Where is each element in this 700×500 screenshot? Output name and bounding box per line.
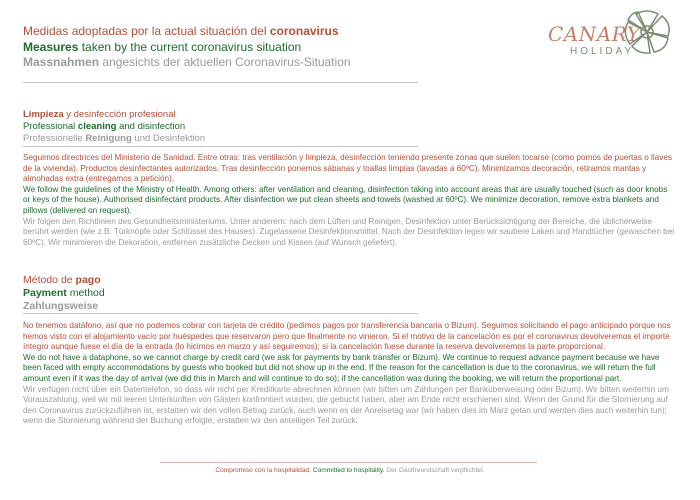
title-german bbox=[23, 55, 503, 71]
payment-text-de: Wir verfügen nicht über ein Datentelefon, so dass wir nicht per Kreditkarte abrechnen können (wir bitten um Zahlungen per Banküberweisung oder Bizum). Wir bitten weiterhin um Vorauszahlung, weil wir mit leeren Unterkünften von Gästen konfrontiert wurden, die gebucht haben, aber am Ende nicht erschienen sind. Wenn der Grund für die Stornierung auf den Coronavirus zurückzuführen ist, erstatten wir den vollen Betrag zurück, auch wenn es der Anreisetag war (wir haben dies im März getan und werden dies auch weiterhin tun); wenn die Stornierung während der Buchung erfolgte, erstatten wir den anteiligen Teil zurück. bbox=[23, 384, 669, 426]
payment-de-bold: Zahlungsweise bbox=[23, 300, 99, 312]
cleaning-text-en: We follow the guidelines of the Ministry of Health. Among others: after ventilation and cleaning, disinfection taking into account areas that are usually touched (such as door knobs or keys of the house). Authorised disinfectant products. After disinfection we put clean sheets and towels (washed at 60ºC). We minimize decoration, remove extra blankets and pillows (delivered on request). bbox=[23, 184, 668, 215]
footer-es: Compromiso con la hospitalidad. bbox=[215, 467, 312, 474]
title-block bbox=[23, 24, 503, 71]
title-de-bold: Massnahmen bbox=[23, 55, 100, 69]
canary-holiday-logo bbox=[548, 8, 678, 66]
title-es-word: Medidas bbox=[23, 24, 69, 38]
payment-en-rest: method bbox=[69, 287, 105, 299]
cleaning-de-pre: Professionelle bbox=[23, 133, 83, 144]
footer-de: Der Gastfreundschaft verpflichtet. bbox=[386, 467, 485, 474]
cleaning-text-de: Wir folgen den Richtlinien des Gesundheitsministeriums. Unter anderem: nach dem Lüften und Reinigen, Desinfektion unter Berücksichtigung der Bereiche, die üblicherweise berührt werden (wie z.B. Türknöpfe oder Schlüssel des Hauses). Zugelassene Desinfektionsmittel. Nach der Desinfektion legen wir saubere Laken und Handtücher (gewaschen bei 60ºC). Wir minimieren die Dekoration, entfernen zusätzliche Decken und Kissen (auf Wunsch geliefert). bbox=[23, 216, 675, 247]
title-divider bbox=[23, 82, 418, 83]
cleaning-heading bbox=[23, 109, 205, 145]
payment-en-bold: Payment bbox=[23, 287, 67, 299]
payment-es-rest: Método de bbox=[23, 274, 73, 286]
payment-text-es: No tenemos datáfono, así que no podemos cobrar con tarjeta de crédito (pedimos pagos por transferencia bancaria o Bizum). Seguimos solicitando el pago anticipado porque nos hemos visto con el alojamiento vacío por huéspedes que reservaron pero que finalmente no vinieron. Si el motivo de la cancelación es por el coronavirus devolveremos el importe íntegro aunque fuese el día de la entrada (lo hicimos en marzo y así seguiremos); si la cancelación fuese durante la reserva devolveremos la parte proporcional. bbox=[23, 321, 671, 352]
cleaning-text bbox=[23, 153, 675, 248]
cleaning-es-bold: Limpieza bbox=[23, 109, 64, 120]
payment-es-bold: pago bbox=[75, 274, 101, 286]
cleaning-en-bold: cleaning bbox=[77, 121, 117, 132]
title-en-bold: Measures bbox=[23, 39, 79, 54]
cleaning-en-post: and disinfection bbox=[119, 121, 186, 132]
title-spanish bbox=[23, 24, 503, 40]
payment-text-en: We do not have a dataphone, so we cannot charge by credit card (we ask for payments by bank transfer or Bizum). We continue to request advance payment because we have been faced with empty accommodations by guests who booked but did not show up in the end. If the reason for the cancellation is due to the coronavirus, we will return the full amount even if it was the day of arrival (we did this in March and will continue to do so); if the cancellation was during the booking, we will return the proportional part. bbox=[23, 352, 660, 383]
logo-sub: HOLIDAY bbox=[570, 46, 635, 57]
footer-en: Committed to hospitality. bbox=[312, 467, 385, 474]
footer-divider bbox=[160, 462, 537, 463]
succulent-icon bbox=[618, 8, 676, 56]
payment-heading bbox=[23, 274, 105, 313]
cleaning-text-es: Seguimos directrices del Ministerio de Sanidad. Entre otras: tras ventilación y limpieza, desinfección teniendo presente zonas que suelen tocarse (como pomos de puertas o llaves de la vivienda). Productos desinfectantes autorizados. Tras desinfección ponemos sábanas y toallas limpias (lavadas a 60ºC). Minimizamos decoración, retiramos mantas y almohadas extra (entregamos a petición). bbox=[23, 153, 672, 184]
cleaning-de-post: und Desinfektion bbox=[134, 133, 206, 144]
title-de-rest: angesichts der aktuellen Coronavirus-Situation bbox=[102, 55, 351, 69]
cleaning-en-pre: Professional bbox=[23, 121, 76, 132]
logo-name: CANARY bbox=[548, 22, 641, 46]
payment-divider bbox=[23, 313, 418, 314]
title-english bbox=[23, 40, 503, 56]
payment-text bbox=[23, 321, 675, 427]
title-en-rest: taken by the current coronavirus situation bbox=[81, 39, 302, 54]
cleaning-divider bbox=[23, 146, 418, 147]
title-es-rest: adoptadas por la actual situación del bbox=[71, 24, 267, 38]
footer bbox=[0, 467, 700, 474]
cleaning-de-bold: Reinigung bbox=[85, 133, 132, 144]
title-es-bold: coronavirus bbox=[269, 24, 339, 38]
cleaning-es-rest: y desinfección profesional bbox=[66, 109, 176, 120]
